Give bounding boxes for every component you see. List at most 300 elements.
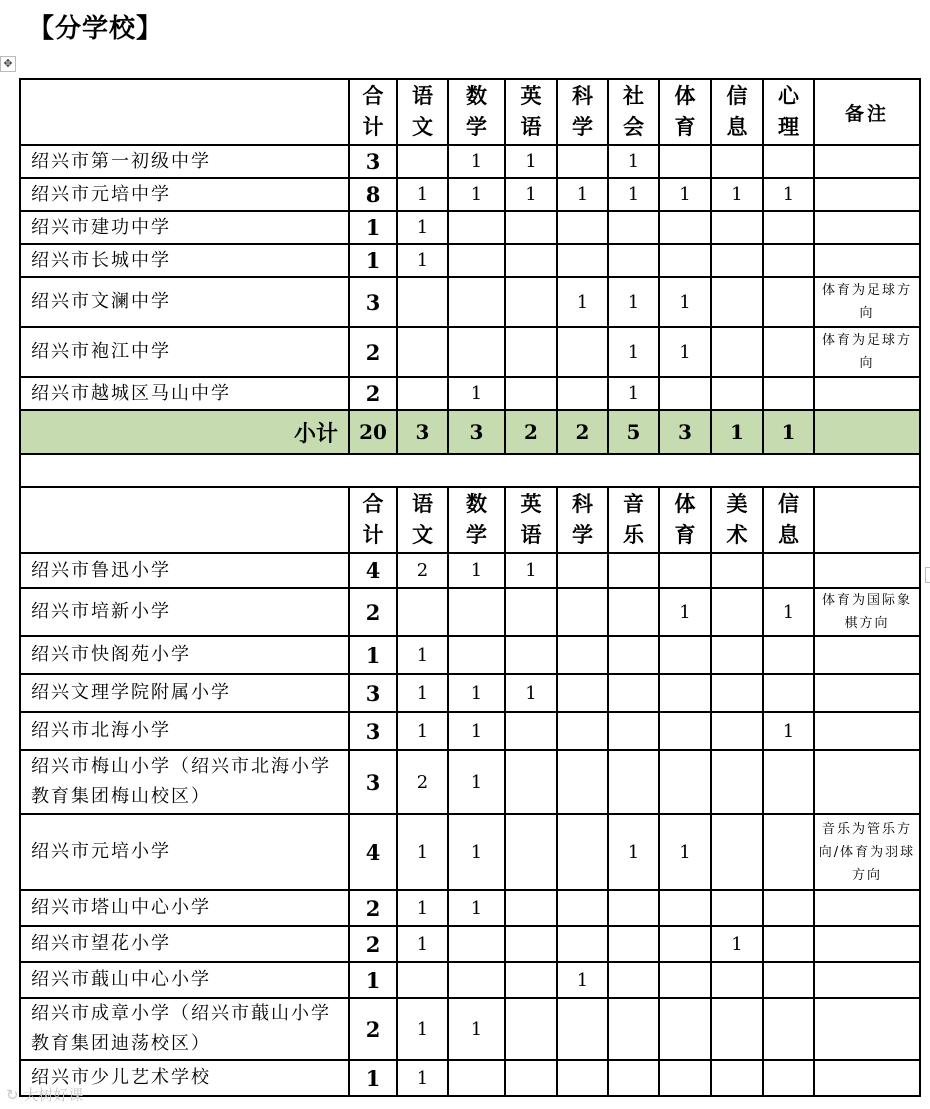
table-body xyxy=(20,79,920,1096)
count-cell: 1 xyxy=(711,926,763,962)
count-cell xyxy=(557,998,608,1060)
subtotal-cell: 20 xyxy=(349,410,397,454)
count-cell: 1 xyxy=(659,327,711,377)
count-cell xyxy=(557,377,608,410)
note-cell xyxy=(814,926,920,962)
note-cell xyxy=(814,178,920,211)
table-row xyxy=(20,377,920,410)
page-title: 【分学校】 xyxy=(28,14,164,44)
column-header-char: 语 xyxy=(412,492,433,516)
count-cell: 1 xyxy=(397,998,448,1060)
count-cell xyxy=(557,926,608,962)
count-cell xyxy=(608,588,659,636)
table-move-handle-icon[interactable]: ✥ xyxy=(0,56,16,72)
count-cell: 1 xyxy=(608,327,659,377)
count-cell xyxy=(505,962,557,998)
note-cell xyxy=(814,377,920,410)
note-cell xyxy=(814,750,920,814)
count-cell xyxy=(505,377,557,410)
watermark: ↻ 大树好课 xyxy=(6,1086,84,1104)
school-name: 绍兴市培新小学 xyxy=(20,588,349,636)
count-cell xyxy=(505,926,557,962)
count-cell xyxy=(608,926,659,962)
count-cell: 1 xyxy=(448,377,505,410)
column-header xyxy=(505,79,557,145)
column-header xyxy=(505,487,557,553)
school-name: 绍兴市建功中学 xyxy=(20,211,349,244)
count-cell xyxy=(763,553,814,588)
count-cell xyxy=(448,244,505,277)
row-total-cell: 2 xyxy=(349,377,397,410)
header-blank-cell xyxy=(20,487,349,553)
count-cell xyxy=(557,1060,608,1096)
column-header xyxy=(557,487,608,553)
note-cell: 体育为足球方向 xyxy=(814,327,920,377)
header-row xyxy=(20,79,920,145)
note-cell xyxy=(814,244,920,277)
table-row xyxy=(20,277,920,327)
count-cell xyxy=(711,998,763,1060)
row-total-cell: 3 xyxy=(349,712,397,750)
count-cell xyxy=(608,998,659,1060)
count-cell xyxy=(763,636,814,674)
column-header-char: 数 xyxy=(466,492,487,516)
count-cell xyxy=(505,712,557,750)
column-header-char: 息 xyxy=(726,115,748,139)
count-cell xyxy=(659,377,711,410)
count-cell xyxy=(659,553,711,588)
school-position-table xyxy=(19,78,921,1097)
count-cell xyxy=(448,636,505,674)
column-header-char: 信 xyxy=(778,492,799,516)
column-header xyxy=(448,79,505,145)
note-cell xyxy=(814,890,920,926)
row-total-cell: 2 xyxy=(349,327,397,377)
row-total-cell: 1 xyxy=(349,1060,397,1096)
table-row xyxy=(20,211,920,244)
note-cell xyxy=(814,712,920,750)
school-name: 绍兴市梅山小学（绍兴市北海小学教育集团梅山校区） xyxy=(20,750,349,814)
subtotal-cell: 2 xyxy=(557,410,608,454)
row-total-cell: 3 xyxy=(349,277,397,327)
school-name: 绍兴市长城中学 xyxy=(20,244,349,277)
table-row xyxy=(20,145,920,178)
table-resize-marker[interactable] xyxy=(925,567,930,583)
count-cell: 1 xyxy=(397,178,448,211)
count-cell xyxy=(397,277,448,327)
count-cell: 1 xyxy=(608,277,659,327)
column-header xyxy=(763,79,814,145)
note-header: 备注 xyxy=(814,79,920,145)
note-cell xyxy=(814,145,920,178)
column-header-char: 科 xyxy=(572,84,593,108)
count-cell: 1 xyxy=(608,178,659,211)
count-cell: 1 xyxy=(397,211,448,244)
count-cell xyxy=(659,674,711,712)
column-header-char: 学 xyxy=(466,523,487,547)
column-header-char: 体 xyxy=(674,84,696,108)
count-cell: 1 xyxy=(448,712,505,750)
count-cell: 1 xyxy=(448,145,505,178)
column-header-char: 合 xyxy=(362,492,384,516)
row-total-cell: 4 xyxy=(349,553,397,588)
count-cell xyxy=(711,327,763,377)
count-cell xyxy=(397,962,448,998)
count-cell xyxy=(763,926,814,962)
note-cell: 体育为国际象棋方向 xyxy=(814,588,920,636)
column-header-char: 学 xyxy=(572,115,593,139)
count-cell: 1 xyxy=(397,244,448,277)
column-header xyxy=(659,79,711,145)
column-header-char: 体 xyxy=(674,492,696,516)
count-cell: 1 xyxy=(505,553,557,588)
count-cell xyxy=(659,750,711,814)
count-cell xyxy=(505,211,557,244)
count-cell: 1 xyxy=(608,377,659,410)
count-cell xyxy=(763,890,814,926)
column-header-char: 音 xyxy=(623,492,644,516)
count-cell: 1 xyxy=(608,145,659,178)
row-total-cell: 3 xyxy=(349,750,397,814)
column-header xyxy=(448,487,505,553)
header-blank-cell xyxy=(20,79,349,145)
count-cell xyxy=(659,998,711,1060)
spacer-row xyxy=(20,454,920,487)
subtotal-note-cell xyxy=(814,410,920,454)
count-cell xyxy=(448,277,505,327)
column-header-char: 文 xyxy=(412,115,433,139)
count-cell xyxy=(505,327,557,377)
subtotal-cell: 2 xyxy=(505,410,557,454)
count-cell xyxy=(608,244,659,277)
table-row xyxy=(20,178,920,211)
column-header-char: 会 xyxy=(623,115,644,139)
column-header-char: 信 xyxy=(726,84,748,108)
column-header-char: 心 xyxy=(778,84,799,108)
school-name: 绍兴市快阁苑小学 xyxy=(20,636,349,674)
count-cell xyxy=(448,327,505,377)
school-name: 绍兴市袍江中学 xyxy=(20,327,349,377)
note-cell xyxy=(814,674,920,712)
count-cell: 1 xyxy=(557,178,608,211)
column-header xyxy=(711,79,763,145)
count-cell: 1 xyxy=(505,674,557,712)
row-total-cell: 1 xyxy=(349,211,397,244)
count-cell: 1 xyxy=(397,814,448,890)
count-cell xyxy=(505,998,557,1060)
school-name: 绍兴市越城区马山中学 xyxy=(20,377,349,410)
count-cell xyxy=(763,211,814,244)
school-name: 绍兴市元培小学 xyxy=(20,814,349,890)
column-header-char: 科 xyxy=(572,492,593,516)
count-cell: 2 xyxy=(397,553,448,588)
note-cell xyxy=(814,553,920,588)
school-name: 绍兴文理学院附属小学 xyxy=(20,674,349,712)
count-cell xyxy=(763,1060,814,1096)
count-cell xyxy=(763,750,814,814)
table-row xyxy=(20,962,920,998)
count-cell xyxy=(608,211,659,244)
count-cell xyxy=(763,327,814,377)
column-header-char: 文 xyxy=(412,523,433,547)
school-name: 绍兴市元培中学 xyxy=(20,178,349,211)
count-cell: 1 xyxy=(711,178,763,211)
count-cell xyxy=(448,926,505,962)
count-cell: 1 xyxy=(448,674,505,712)
count-cell: 1 xyxy=(397,1060,448,1096)
count-cell xyxy=(505,277,557,327)
table-row xyxy=(20,588,920,636)
count-cell xyxy=(608,962,659,998)
count-cell xyxy=(557,750,608,814)
column-header-char: 语 xyxy=(412,84,433,108)
spacer-cell xyxy=(20,454,920,487)
count-cell xyxy=(763,377,814,410)
count-cell xyxy=(711,750,763,814)
count-cell xyxy=(659,890,711,926)
count-cell xyxy=(659,712,711,750)
row-total-cell: 8 xyxy=(349,178,397,211)
note-cell xyxy=(814,211,920,244)
column-header-char: 数 xyxy=(466,84,487,108)
column-header-char: 育 xyxy=(674,115,696,139)
column-header xyxy=(557,79,608,145)
subtotal-label: 小计 xyxy=(20,410,349,454)
column-header-char: 英 xyxy=(520,84,542,108)
subtotal-cell: 3 xyxy=(659,410,711,454)
count-cell xyxy=(397,377,448,410)
table-row xyxy=(20,814,920,890)
note-header xyxy=(814,487,920,553)
school-name: 绍兴市第一初级中学 xyxy=(20,145,349,178)
row-total-cell: 1 xyxy=(349,244,397,277)
count-cell xyxy=(711,377,763,410)
count-cell xyxy=(505,1060,557,1096)
count-cell: 2 xyxy=(397,750,448,814)
table-row xyxy=(20,712,920,750)
count-cell xyxy=(711,962,763,998)
row-total-cell: 1 xyxy=(349,962,397,998)
count-cell xyxy=(557,674,608,712)
count-cell xyxy=(557,712,608,750)
column-header-char: 息 xyxy=(778,523,799,547)
count-cell xyxy=(397,145,448,178)
count-cell xyxy=(505,890,557,926)
school-name: 绍兴市塔山中心小学 xyxy=(20,890,349,926)
count-cell xyxy=(448,962,505,998)
count-cell xyxy=(448,1060,505,1096)
count-cell: 1 xyxy=(659,178,711,211)
count-cell xyxy=(659,636,711,674)
count-cell: 1 xyxy=(557,962,608,998)
count-cell xyxy=(557,636,608,674)
count-cell xyxy=(659,145,711,178)
count-cell: 1 xyxy=(397,636,448,674)
row-total-cell: 2 xyxy=(349,588,397,636)
column-header-char: 理 xyxy=(778,115,799,139)
table-row xyxy=(20,1060,920,1096)
school-name: 绍兴市北海小学 xyxy=(20,712,349,750)
header-row xyxy=(20,487,920,553)
count-cell: 1 xyxy=(608,814,659,890)
count-cell xyxy=(608,1060,659,1096)
table-row xyxy=(20,998,920,1060)
column-header-char: 学 xyxy=(572,523,593,547)
count-cell xyxy=(448,588,505,636)
column-header-char: 合 xyxy=(362,84,384,108)
count-cell: 1 xyxy=(448,553,505,588)
table-row xyxy=(20,636,920,674)
note-cell: 体育为足球方向 xyxy=(814,277,920,327)
count-cell xyxy=(505,244,557,277)
count-cell xyxy=(505,588,557,636)
column-header xyxy=(763,487,814,553)
count-cell xyxy=(763,674,814,712)
table-row xyxy=(20,553,920,588)
count-cell xyxy=(711,145,763,178)
count-cell xyxy=(711,211,763,244)
count-cell: 1 xyxy=(659,814,711,890)
count-cell: 1 xyxy=(763,712,814,750)
column-header-char: 语 xyxy=(520,115,542,139)
count-cell: 1 xyxy=(763,178,814,211)
count-cell: 1 xyxy=(397,674,448,712)
count-cell xyxy=(608,712,659,750)
count-cell: 1 xyxy=(448,814,505,890)
count-cell: 1 xyxy=(659,277,711,327)
count-cell xyxy=(763,998,814,1060)
count-cell xyxy=(763,962,814,998)
subtotal-cell: 1 xyxy=(763,410,814,454)
school-name: 绍兴市鲁迅小学 xyxy=(20,553,349,588)
count-cell xyxy=(763,277,814,327)
count-cell xyxy=(608,636,659,674)
column-header-char: 乐 xyxy=(623,523,644,547)
count-cell xyxy=(608,674,659,712)
column-header xyxy=(608,487,659,553)
note-cell xyxy=(814,962,920,998)
column-header xyxy=(711,487,763,553)
column-header xyxy=(349,79,397,145)
column-header-char: 社 xyxy=(623,84,644,108)
row-total-cell: 1 xyxy=(349,636,397,674)
count-cell xyxy=(763,244,814,277)
count-cell xyxy=(711,674,763,712)
count-cell xyxy=(659,926,711,962)
count-cell xyxy=(557,244,608,277)
column-header-char: 计 xyxy=(362,523,384,547)
count-cell: 1 xyxy=(397,926,448,962)
column-header xyxy=(397,487,448,553)
count-cell xyxy=(397,327,448,377)
count-cell xyxy=(608,553,659,588)
count-cell xyxy=(505,636,557,674)
count-cell: 1 xyxy=(448,750,505,814)
count-cell: 1 xyxy=(505,178,557,211)
column-header xyxy=(608,79,659,145)
column-header xyxy=(349,487,397,553)
count-cell xyxy=(397,588,448,636)
column-header-char: 美 xyxy=(726,492,748,516)
row-total-cell: 4 xyxy=(349,814,397,890)
count-cell xyxy=(711,553,763,588)
count-cell: 1 xyxy=(448,998,505,1060)
school-name: 绍兴市文澜中学 xyxy=(20,277,349,327)
count-cell xyxy=(711,1060,763,1096)
table-row xyxy=(20,890,920,926)
count-cell xyxy=(711,814,763,890)
column-header-char: 英 xyxy=(520,492,542,516)
table-row xyxy=(20,327,920,377)
subtotal-row xyxy=(20,410,920,454)
count-cell xyxy=(659,962,711,998)
school-name: 绍兴市成章小学（绍兴市蕺山小学教育集团迪荡校区） xyxy=(20,998,349,1060)
count-cell xyxy=(557,553,608,588)
count-cell xyxy=(659,211,711,244)
school-name: 绍兴市蕺山中心小学 xyxy=(20,962,349,998)
count-cell xyxy=(608,890,659,926)
count-cell: 1 xyxy=(448,890,505,926)
count-cell xyxy=(711,244,763,277)
count-cell xyxy=(608,750,659,814)
count-cell: 1 xyxy=(659,588,711,636)
count-cell xyxy=(557,814,608,890)
column-header-char: 学 xyxy=(466,115,487,139)
count-cell xyxy=(505,814,557,890)
count-cell xyxy=(659,1060,711,1096)
school-name: 绍兴市少儿艺术学校 xyxy=(20,1060,349,1096)
count-cell xyxy=(711,890,763,926)
note-cell xyxy=(814,1060,920,1096)
row-total-cell: 3 xyxy=(349,674,397,712)
count-cell xyxy=(711,636,763,674)
note-cell: 音乐为管乐方向/体育为羽球方向 xyxy=(814,814,920,890)
column-header-char: 育 xyxy=(674,523,696,547)
row-total-cell: 2 xyxy=(349,998,397,1060)
count-cell: 1 xyxy=(557,277,608,327)
count-cell xyxy=(711,712,763,750)
column-header xyxy=(659,487,711,553)
subtotal-cell: 3 xyxy=(397,410,448,454)
count-cell xyxy=(763,814,814,890)
count-cell xyxy=(557,327,608,377)
note-cell xyxy=(814,998,920,1060)
count-cell: 1 xyxy=(763,588,814,636)
count-cell: 1 xyxy=(397,712,448,750)
school-name: 绍兴市望花小学 xyxy=(20,926,349,962)
count-cell xyxy=(448,211,505,244)
subtotal-cell: 3 xyxy=(448,410,505,454)
count-cell: 1 xyxy=(448,178,505,211)
table-row xyxy=(20,244,920,277)
table-row xyxy=(20,926,920,962)
table-row xyxy=(20,750,920,814)
count-cell xyxy=(557,211,608,244)
row-total-cell: 2 xyxy=(349,926,397,962)
count-cell xyxy=(711,588,763,636)
subtotal-cell: 1 xyxy=(711,410,763,454)
count-cell xyxy=(557,588,608,636)
count-cell xyxy=(557,145,608,178)
count-cell xyxy=(659,244,711,277)
table-row xyxy=(20,674,920,712)
column-header-char: 计 xyxy=(362,115,384,139)
column-header xyxy=(397,79,448,145)
count-cell: 1 xyxy=(505,145,557,178)
column-header-char: 语 xyxy=(520,523,542,547)
row-total-cell: 3 xyxy=(349,145,397,178)
count-cell xyxy=(557,890,608,926)
